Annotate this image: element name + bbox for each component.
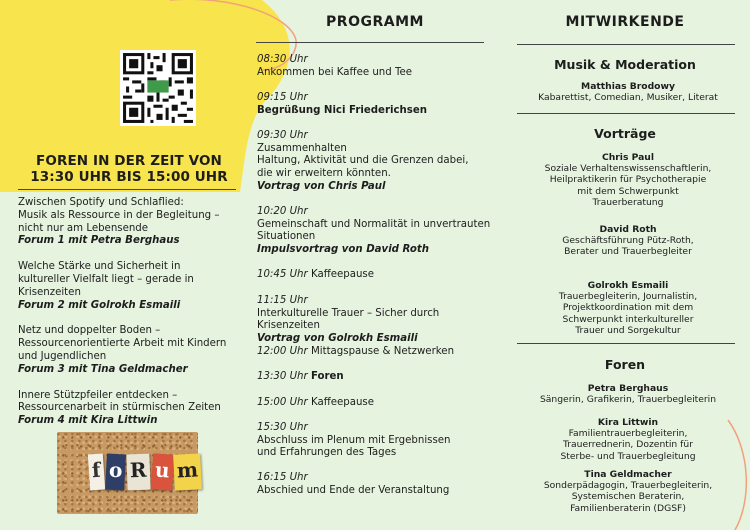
person-name: Chris Paul: [601, 152, 654, 163]
programm-speaker: Vortrag von Chris Paul: [257, 180, 386, 192]
programm-item: [257, 206, 497, 257]
section-title-musik-moderation: Musik & Moderation: [554, 57, 696, 72]
programm-text: Zusammenhalten: [257, 142, 347, 154]
person-role: Berater und Trauerbegleiter: [564, 246, 692, 258]
cutout-letter: m: [173, 453, 202, 490]
forum-corkboard-image: [57, 432, 198, 514]
programm-time: 12:00 Uhr: [257, 346, 308, 357]
section-title-vortraege: Vorträge: [594, 126, 656, 141]
person-card: [510, 224, 746, 258]
programm-text: Kaffeepause: [310, 397, 374, 408]
programm-text-bold: Begrüßung Nici Friederichsen: [257, 104, 427, 116]
programm-time: 15:30 Uhr: [257, 422, 308, 433]
forum-cutout-letters: [89, 454, 203, 490]
forum-text-line: Welche Stärke und Sicherheit in: [18, 261, 181, 273]
person-role: Sängerin, Grafikerin, Trauerbegleiterin: [539, 394, 717, 406]
programm-time: 09:15 Uhr: [257, 92, 308, 103]
programm-time: 13:30 Uhr: [257, 371, 308, 382]
person-card: [510, 469, 746, 514]
programm-text: Mittagspause & Netzwerken: [310, 346, 455, 357]
qr-code-icon: [120, 50, 196, 126]
programm-text: und Erfahrungen des Tages: [257, 447, 397, 459]
qr-code[interactable]: [120, 50, 196, 126]
programm-text: Interkulturelle Trauer – Sicher durch Krisenzeiten: [257, 307, 440, 332]
forum-speaker: Forum 3 mit Tina Geldmacher: [18, 363, 188, 375]
forum-text-line: Musik als Ressource in der Begleitung –: [18, 209, 220, 221]
person-role: Schwerpunkt interkultureller: [562, 313, 694, 325]
programm-time: 15:00 Uhr: [257, 397, 308, 408]
programm-item: [257, 371, 497, 384]
forum-text-line: Netz und doppelter Boden –: [18, 325, 161, 337]
programm-time: 09:30 Uhr: [257, 130, 308, 141]
person-role: Projektkoordination mit dem: [562, 302, 694, 314]
programm-time: 16:15 Uhr: [257, 472, 308, 483]
cutout-letter: f: [88, 454, 105, 491]
person-name: Petra Berghaus: [587, 383, 669, 394]
forum-item-4: [18, 390, 244, 428]
programm-item: [257, 422, 497, 460]
programm-speaker: Impulsvortrag von David Roth: [257, 244, 429, 256]
person-role: mit dem Schwerpunkt: [577, 185, 679, 197]
person-card: [510, 81, 746, 103]
programm-title: PROGRAMM: [326, 14, 424, 30]
programm-time: 10:45 Uhr: [257, 269, 308, 280]
programm-time: 08:30 Uhr: [257, 54, 308, 65]
forum-text-line: Krisenzeiten: [18, 286, 81, 298]
programm-item: [257, 346, 497, 359]
forum-item-2: [18, 261, 244, 312]
programm-item: [257, 472, 497, 497]
person-role: Kabarettist, Comedian, Musiker, Literat: [538, 92, 718, 104]
programm-text: Situationen: [257, 231, 316, 243]
programm-text-bold: Foren: [310, 371, 344, 382]
programm-speaker: Vortrag von Golrokh Esmaili: [257, 333, 418, 345]
forum-list: [18, 197, 244, 441]
person-name: Kira Littwin: [597, 417, 659, 428]
programm-text: Abschluss im Plenum mit Ergebnissen: [257, 434, 451, 446]
person-name: Matthias Brodowy: [581, 81, 675, 92]
programm-text: Abschied und Ende der Veranstaltung: [257, 484, 450, 496]
forum-text-line: und Jugendlichen: [18, 350, 107, 362]
forum-text-line: kultureller Vielfalt liegt – gerade in: [18, 273, 194, 285]
programm-text: Haltung, Aktivität und die Grenzen dabei,: [257, 155, 469, 167]
person-card: [510, 417, 746, 462]
person-role: Systemischen Beraterin,: [571, 491, 685, 503]
person-name: David Roth: [599, 224, 657, 235]
forum-speaker: Forum 4 mit Kira Littwin: [18, 415, 158, 427]
divider: [517, 113, 735, 114]
person-role: Soziale Verhaltenswissenschaftlerin,: [544, 163, 712, 175]
person-role: Familienberaterin (DGSF): [570, 502, 686, 514]
foren-heading-line-1: FOREN IN DER ZEIT VON: [36, 153, 222, 169]
person-role: Familientrauerbegleiterin,: [568, 428, 688, 440]
forum-speaker: Forum 1 mit Petra Berghaus: [18, 235, 180, 247]
forum-text-line: nicht nur am Lebensende: [18, 222, 149, 234]
forum-text-line: Innere Stützpfeiler entdecken –: [18, 389, 178, 401]
person-role: Heilpraktikerin für Psychotherapie: [549, 174, 707, 186]
person-role: Sterbe- und Trauerbegleitung: [560, 450, 696, 462]
divider: [517, 343, 735, 344]
divider: [517, 44, 735, 45]
forum-text-line: Ressourcenorientierte Arbeit mit Kindern: [18, 338, 227, 350]
section-title-foren: Foren: [604, 357, 646, 372]
person-role: Trauerbegleiterin, Journalistin,: [558, 291, 698, 303]
programm-item: [257, 130, 497, 194]
person-role: Trauerberatung: [592, 196, 664, 208]
programm-item: [257, 269, 497, 282]
person-name: Tina Geldmacher: [584, 469, 672, 480]
programm-item: [257, 295, 497, 346]
cutout-letter: o: [105, 454, 126, 491]
forum-item-3: [18, 325, 244, 376]
foren-heading: [18, 153, 240, 185]
divider: [18, 189, 236, 190]
cutout-letter: u: [150, 453, 173, 490]
person-role: Sonderpädagogin, Trauerbegleiterin,: [543, 480, 713, 492]
programm-text: Kaffeepause: [310, 269, 374, 280]
forum-item-1: [18, 197, 244, 248]
programm-item: [257, 54, 497, 79]
mitwirkende-title: MITWIRKENDE: [565, 14, 685, 30]
programm-text: die wir erweitern könnten.: [257, 168, 391, 180]
divider: [256, 42, 484, 43]
programm-time: 11:15 Uhr: [257, 295, 308, 306]
foren-heading-line-2: 13:30 UHR BIS 15:00 UHR: [30, 169, 228, 185]
person-role: Geschäftsführung Pütz-Roth,: [562, 235, 694, 247]
person-card: [510, 280, 746, 336]
programm-time: 10:20 Uhr: [257, 206, 308, 217]
forum-text-line: Ressourcenarbeit in stürmischen Zeiten: [18, 402, 221, 414]
person-card: [510, 152, 746, 208]
left-column: [0, 0, 250, 530]
cutout-letter: R: [126, 454, 150, 491]
person-card: [510, 383, 746, 405]
programm-text: Gemeinschaft und Normalität in unvertrauten: [257, 218, 491, 230]
forum-text-line: Zwischen Spotify und Schlaflied:: [18, 197, 184, 208]
forum-speaker: Forum 2 mit Golrokh Esmaili: [18, 299, 181, 311]
programm-item: [257, 92, 497, 117]
person-name: Golrokh Esmaili: [587, 280, 669, 291]
programm-text: Ankommen bei Kaffee und Tee: [257, 66, 412, 78]
person-role: Trauerrednerin, Dozentin für: [562, 439, 693, 451]
programm-item: [257, 397, 497, 410]
person-role: Trauer und Sorgekultur: [575, 324, 681, 336]
